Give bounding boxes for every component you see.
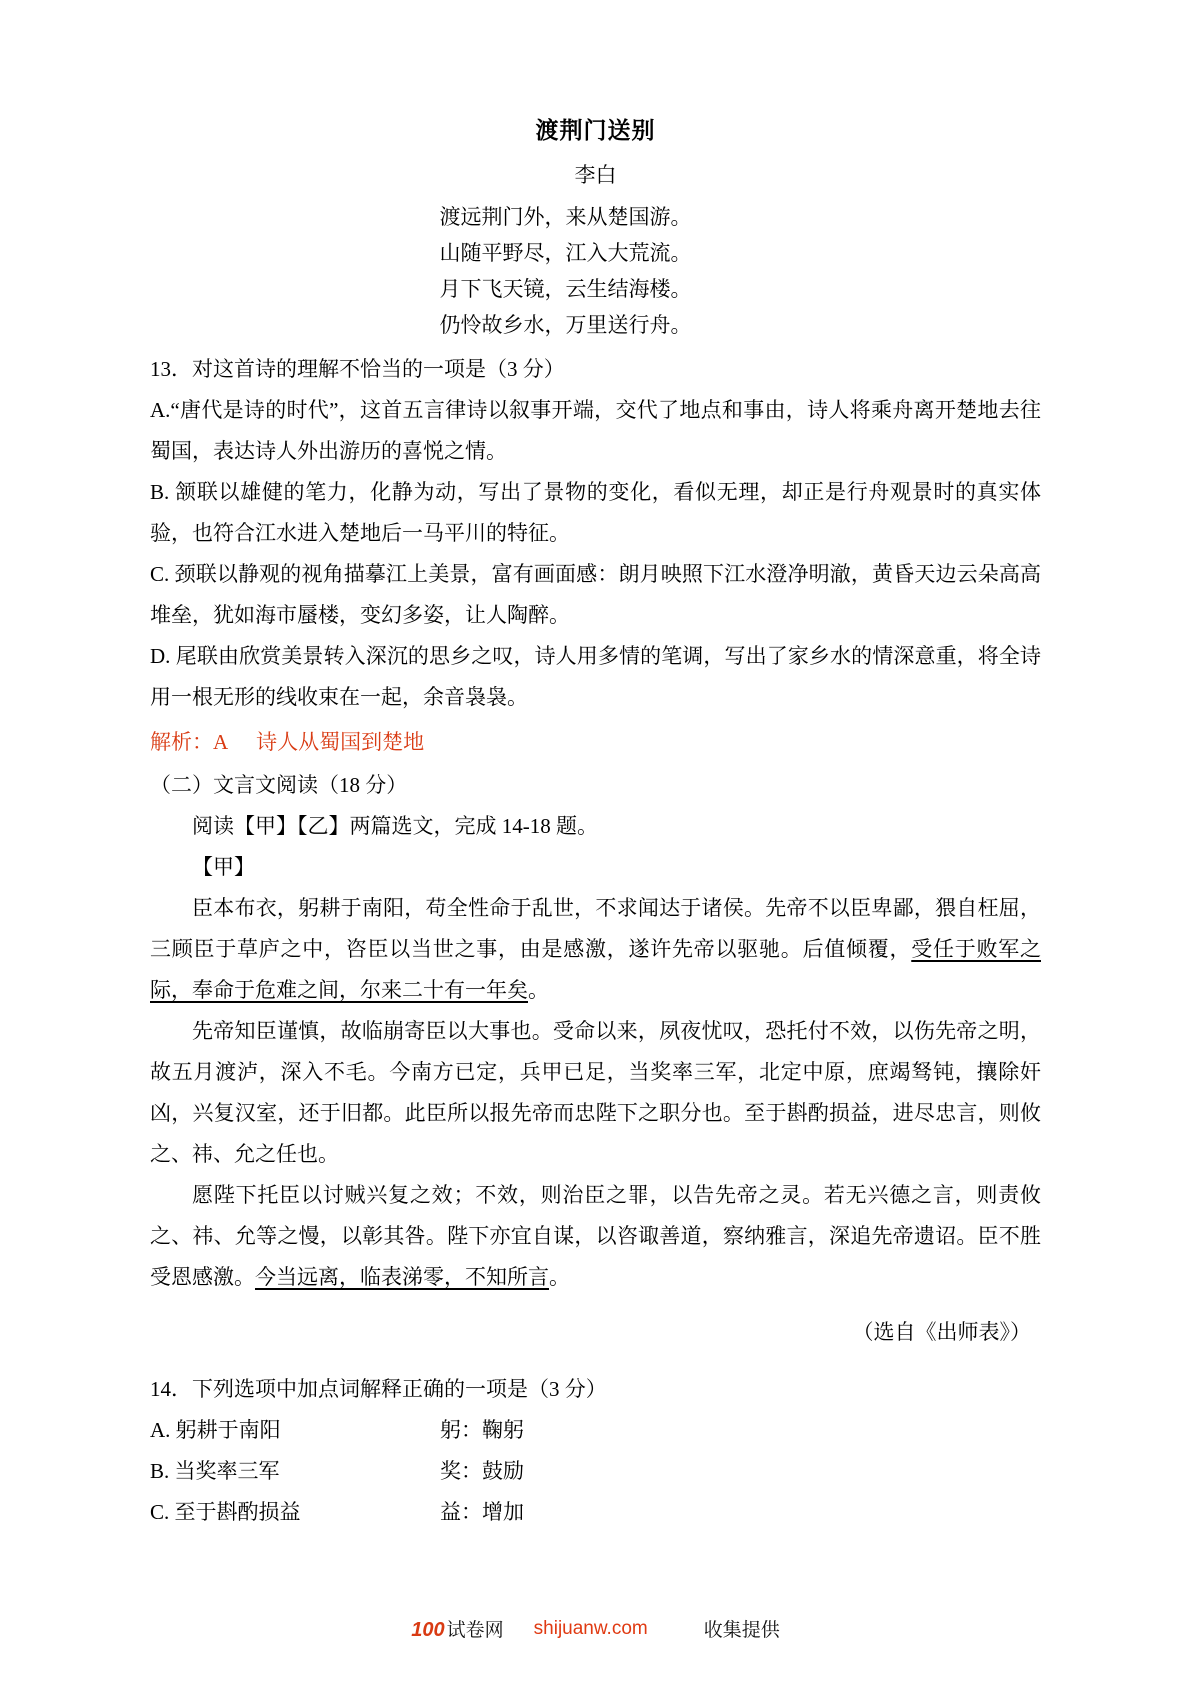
passage-paragraph-1 (150, 888, 1041, 1011)
site-url: shijuanw.com (533, 1617, 648, 1639)
logo-number: 100 (411, 1619, 445, 1641)
question-14-stem: 14．下列选项中加点词解释正确的一项是（3 分） (150, 1377, 607, 1401)
poem-line: 山随平野尽，江入大荒流。 (439, 241, 692, 265)
answer-note: 诗人从蜀国到楚地 (256, 730, 425, 754)
answer-label: 解析：A (150, 730, 229, 754)
footer-note: 收集提供 (703, 1620, 780, 1641)
section-instruction: 阅读【甲】【乙】两篇选文，完成 14-18 题。 (192, 814, 598, 838)
question-14-option-a (150, 1410, 1041, 1451)
question-14-option-b (150, 1451, 1041, 1492)
passage-text: 。 (549, 1265, 570, 1289)
passage-text: 臣本布衣，躬耕于南阳，苟全性命于乱世，不求闻达于诸侯。先帝不以臣卑鄙，猥自枉屈，三顾臣于草庐之中，咨臣以当世之事，由是感激，遂许先帝以驱驰。后值倾覆， (150, 896, 1041, 961)
option-c-gloss: 益：增加 (440, 1500, 524, 1524)
passage-underlined-1: 受任于败军之际，奉命于危难之间，尔来二十有一年矣 (150, 937, 1041, 1002)
question-13-option-a: A.“唐代是诗的时代”，这首五言律诗以叙事开端，交代了地点和事由，诗人将乘舟离开楚地去往蜀国，表达诗人外出游历的喜悦之情。 (150, 398, 1041, 463)
passage-label-jia: 【甲】 (192, 855, 255, 879)
section-heading: （二）文言文阅读（18 分） (150, 773, 408, 797)
poem-title: 渡荆门送别 (535, 118, 656, 143)
passage-underlined-2: 今当远离，临表涕零，不知所言 (255, 1265, 549, 1289)
question-13-option-c: C. 颈联以静观的视角描摹江上美景，富有画面感：朗月映照下江水澄净明澈，黄昏天边云朵高高堆垒，犹如海市蜃楼，变幻多姿，让人陶醉。 (150, 562, 1041, 627)
question-13-stem: 13．对这首诗的理解不恰当的一项是（3 分） (150, 357, 565, 381)
question-13-option-b: B. 颔联以雄健的笔力，化静为动，写出了景物的变化，看似无理，却正是行舟观景时的真实体验，也符合江水进入楚地后一马平川的特征。 (150, 480, 1041, 545)
question-14-option-c (150, 1492, 1041, 1533)
passage-text: 。 (528, 978, 549, 1002)
poem-line: 仍怜故乡水，万里送行舟。 (439, 313, 692, 337)
passage-paragraph-3 (150, 1175, 1041, 1298)
option-c-text: C. 至于斟酌损益 (150, 1500, 301, 1524)
passage-paragraph-2: 先帝知臣谨慎，故临崩寄臣以大事也。受命以来，夙夜忧叹，恐托付不效，以伤先帝之明，故五月渡泸，深入不毛。今南方已定，兵甲已足，当奖率三军，北定中原，庶竭驽钝，攘除奸凶，兴复汉室，还于旧都。此臣所以报先帝而忠陛下之职分也。至于斟酌损益，进尽忠言，则攸之、祎、允之任也。 (150, 1019, 1041, 1166)
passage-text: 愿陛下托臣以讨贼兴复之效；不效，则治臣之罪，以告先帝之灵。若无兴德之言，则责攸之、祎、允等之慢，以彰其咎。陛下亦宜自谋，以咨诹善道，察纳雅言，深追先帝遗诏。臣不胜受恩感激。 (150, 1183, 1041, 1289)
poem-line: 月下飞天镜，云生结海楼。 (439, 277, 692, 301)
question-13-option-d: D. 尾联由欣赏美景转入深沉的思乡之叹，诗人用多情的笔调，写出了家乡水的情深意重，将全诗用一根无形的线收束在一起，余音袅袅。 (150, 644, 1041, 709)
page-footer (0, 1615, 1191, 1642)
question-13-answer (150, 722, 1041, 763)
poem-author: 李白 (574, 163, 617, 187)
logo-name: 试卷网 (446, 1620, 504, 1641)
option-b-gloss: 奖：鼓励 (440, 1459, 524, 1483)
option-a-text: A. 躬耕于南阳 (150, 1418, 281, 1442)
site-logo (411, 1615, 503, 1642)
passage-source: （选自《出师表》） (852, 1320, 1031, 1344)
option-a-gloss: 躬：鞠躬 (440, 1418, 524, 1442)
option-b-text: B. 当奖率三军 (150, 1459, 280, 1483)
poem-line: 渡远荆门外，来从楚国游。 (439, 205, 692, 229)
